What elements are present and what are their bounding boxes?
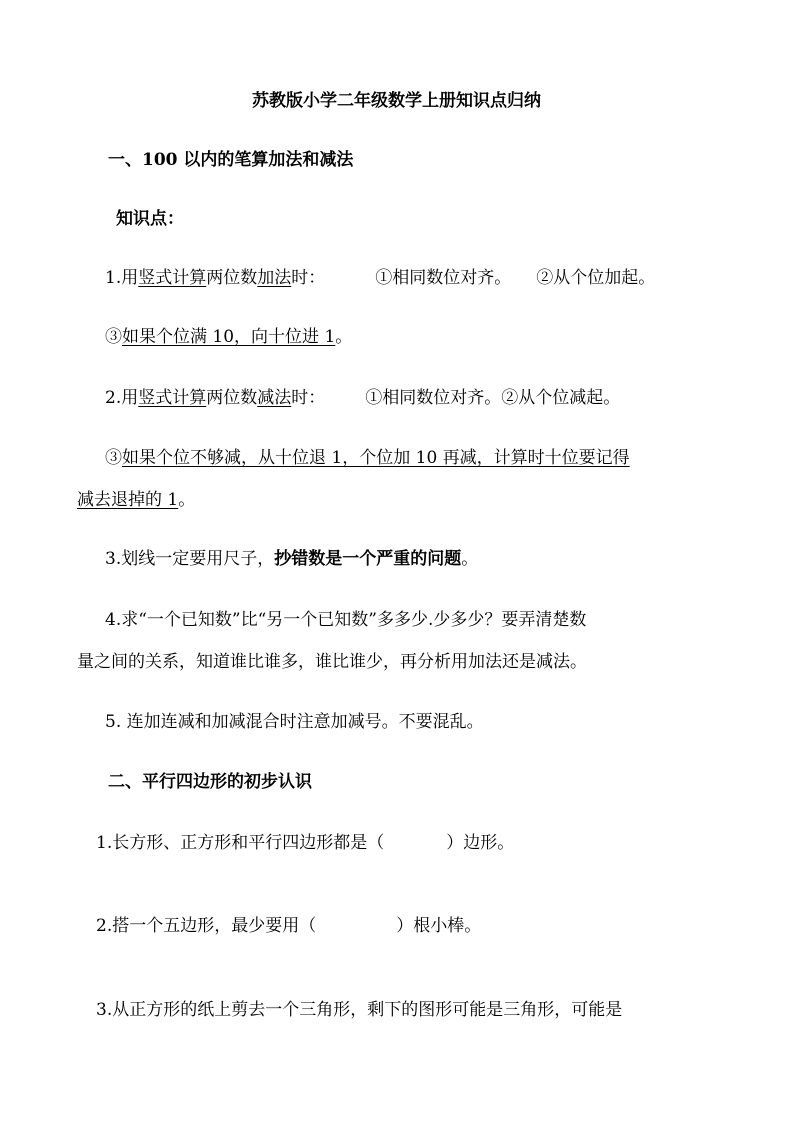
question-3: 3.从正方形的纸上剪去一个三角形，剩下的图形可能是三角形，可能是 xyxy=(96,1000,623,1020)
point-1-line-1 xyxy=(105,266,655,290)
question-1 xyxy=(96,831,514,855)
point-1-rule-1: ①相同数位对齐。 xyxy=(375,268,512,288)
point-3-bold: 抄错数是一个严重的问题 xyxy=(274,549,462,569)
question-1-text-a: 1.长方形、正方形和平行四边形都是（ xyxy=(96,833,385,853)
point-1-underline-vertical-calc: 竖式计算 xyxy=(138,268,207,288)
point-3-end: 。 xyxy=(461,549,479,569)
point-5: 5. 连加连减和加减混合时注意加减号。不要混乱。 xyxy=(105,712,484,732)
question-2 xyxy=(96,914,481,938)
page-title: 苏教版小学二年级数学上册知识点归纳 xyxy=(252,91,541,111)
point-1-text-when: 时： xyxy=(291,268,326,288)
point-1-rule-3-end: 。 xyxy=(335,327,353,347)
point-2-rule-3-underline: 如果个位不够减，从十位退 1，个位加 10 再减，计算时十位要记得 xyxy=(122,448,630,468)
question-2-text-b: ）根小棒。 xyxy=(396,916,482,936)
point-2-underline-vertical-calc: 竖式计算 xyxy=(138,388,207,408)
point-1-line-2 xyxy=(105,325,352,349)
point-2-underline-subtraction: 减法 xyxy=(257,388,292,408)
point-2-line-2 xyxy=(105,446,630,470)
point-1-rule-3-num: ③ xyxy=(105,327,122,347)
point-1-underline-addition: 加法 xyxy=(257,268,292,288)
point-3 xyxy=(105,547,478,571)
point-2-rule-3-underline-cont: 减去退掉的 1 xyxy=(77,490,179,510)
point-2-line-1 xyxy=(105,386,620,410)
point-1-num: 1.用 xyxy=(105,268,139,288)
point-1-text-two-digit: 两位数 xyxy=(206,268,258,288)
point-2-rule-3-end: 。 xyxy=(178,490,196,510)
knowledge-points-label: 知识点： xyxy=(116,209,184,229)
section1-heading: 一、100 以内的笔算加法和减法 xyxy=(108,150,354,170)
point-3-text: 3.划线一定要用尺子， xyxy=(105,549,275,569)
section2-heading: 二、平行四边形的初步认识 xyxy=(108,772,312,792)
point-2-line-3 xyxy=(77,488,195,512)
point-2-text-when: 时： xyxy=(291,388,326,408)
point-1-rule-2: ②从个位加起。 xyxy=(536,268,656,288)
question-2-text-a: 2.搭一个五边形，最少要用（ xyxy=(96,916,317,936)
point-2-num: 2.用 xyxy=(105,388,139,408)
point-1-rule-3-underline: 如果个位满 10，向十位进 1 xyxy=(122,327,336,347)
point-2-rules: ①相同数位对齐。②从个位减起。 xyxy=(365,388,621,408)
point-4-line-2: 量之间的关系，知道谁比谁多，谁比谁少，再分析用加法还是减法。 xyxy=(77,652,587,672)
question-1-text-b: ）边形。 xyxy=(446,833,515,853)
point-2-text-two-digit: 两位数 xyxy=(206,388,258,408)
point-2-rule-3-num: ③ xyxy=(105,448,122,468)
point-4-line-1: 4.求“一个已知数”比“另一个已知数”多多少.少多少？要弄清楚数 xyxy=(105,610,587,630)
